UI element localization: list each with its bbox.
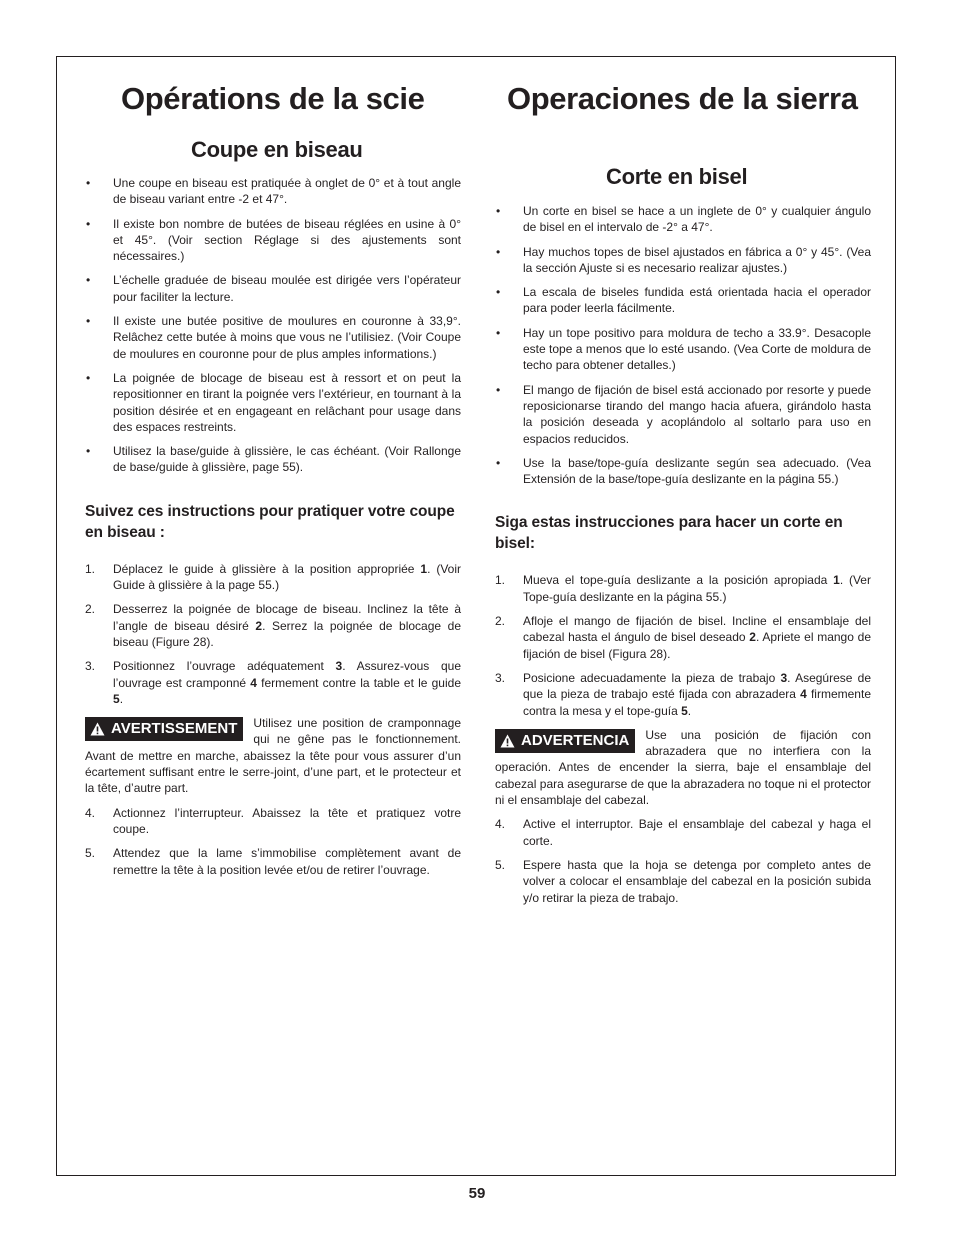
list-item: • Un corte en bisel se hace a un inglete de 0° y cualquier ángulo de bisel en el intervalo de -2° a 47°. xyxy=(496,204,871,235)
section-title-es: Corte en bisel xyxy=(606,164,748,189)
bullet-list-fr xyxy=(85,175,461,476)
steps-list-es-2 xyxy=(495,816,871,905)
step-item: 5. Espere hasta que la hoja se detenga por completo antes de volver a colocar el ensamblaje del cabezal en la posición subida y/o retirar la pieza de trabajo. xyxy=(495,857,871,905)
steps-list-fr xyxy=(85,561,461,707)
warning-block-es xyxy=(495,727,871,808)
list-item: • El mango de fijación de bisel está accionado por resorte y puede reposicionarse tirando del mango hacia afuera, girándolo hasta la posición deseada y acoplándolo al soltarlo para uso en espacios reducidos. xyxy=(496,382,871,446)
warning-triangle-icon xyxy=(500,734,515,748)
page-title-fr: Opérations de la scie xyxy=(121,81,425,116)
instructions-heading-es: Siga estas instrucciones para hacer un corte en bisel: xyxy=(495,514,843,553)
steps-list-es xyxy=(495,572,871,718)
warning-text-fr: Utilisez une position de cramponnage qui ne gêne pas le fonctionnement. Avant de mettre en marche, abaissez la tête pour vous assurer d’un écartement suffisant entre le serre-joint, d’une part, et le protecteur et la tête, d’autre part. xyxy=(85,716,461,796)
step-item: 4. Active el interruptor. Baje el ensamblaje del cabezal y haga el corte. xyxy=(495,817,871,848)
list-item: • Il existe une butée positive de moulures en couronne à 33,9°. Relâchez cette butée à moins que vous ne l’utilisiez. (Voir Coupe de moulures en couronne pour de plus amples informations.) xyxy=(86,314,461,361)
step-item: 5. Attendez que la lame s’immobilise complètement avant de remettre la tête à la position levée et/ou de retirer l’ouvrage. xyxy=(85,846,461,877)
list-item: • Utilisez la base/guide à glissière, le cas échéant. (Voir Rallonge de base/guide à glissière, page 55). xyxy=(86,444,461,475)
body-fr xyxy=(85,175,461,886)
list-item: • La escala de biseles fundida está orientada hacia el operador para poder leerla fácilmente. xyxy=(496,285,871,316)
instructions-heading-fr: Suivez ces instructions pour pratiquer votre coupe en biseau : xyxy=(85,502,455,541)
list-item: • Hay un tope positivo para moldura de techo a 33.9°. Desacople este tope a menos que lo esté usando. (Vea Corte de moldura de techo para obtener detalles.) xyxy=(496,325,871,373)
page-number: 59 xyxy=(468,1185,486,1202)
warning-text-es: Use una posición de fijación con abrazadera que no interfiera con la operación. Antes de encender la sierra, baje el ensamblaje del cabezal para asegurarse de que la abrazadera no toque ni el protector ni el ensamblaje del cabezal. xyxy=(495,727,871,808)
step-item: 3. Posicione adecuadamente la pieza de trabajo 3. Asegúrese de que la pieza de trabajo esté fijada con abrazadera 4 firmemente contra la mesa y el tope-guía 5. xyxy=(495,670,871,718)
step-item: 4. Actionnez l’interrupteur. Abaissez la tête et pratiquez votre coupe. xyxy=(85,805,461,836)
list-item: • L’échelle graduée de biseau moulée est dirigée vers l’opérateur pour faciliter la lecture. xyxy=(86,273,461,304)
page-title-es: Operaciones de la sierra xyxy=(507,81,858,116)
warning-block-fr xyxy=(85,715,461,796)
list-item: • Une coupe en biseau est pratiquée à onglet de 0° et à tout angle de biseau variant entre -2 et 47°. xyxy=(86,176,461,207)
step-item: 2. Afloje el mango de fijación de bisel. Incline el ensamblaje del cabezal hasta el ángulo de bisel deseado 2. Apriete el mango de fijación de bisel (Figura 28). xyxy=(495,614,871,661)
page-frame xyxy=(56,56,896,1176)
list-item: • Hay muchos topes de bisel ajustados en fábrica a 0° y 45°. (Vea la sección Ajuste si es necesario realizar ajustes.) xyxy=(496,244,871,275)
list-item: • Il existe bon nombre de butées de biseau réglées en usine à 0° et 45°. (Voir section Réglage si des ajustements sont nécessaires.) xyxy=(86,216,461,264)
warning-triangle-icon xyxy=(90,722,105,736)
body-es xyxy=(495,203,871,914)
list-item: • La poignée de blocage de biseau est à ressort et on peut la repositionner en tirant la poignée vers l’extérieur, en tournant à la position désirée et en engageant en relâchant pour usage dans des espaces restreints. xyxy=(86,370,461,434)
step-item: 2. Desserrez la poignée de blocage de biseau. Inclinez la tête à l’angle de biseau désiré 2. Serrez la poignée de blocage de biseau (Figure 28). xyxy=(85,602,461,649)
step-item: 1. Déplacez le guide à glissière à la position appropriée 1. (Voir Guide à glissière à la page 55.) xyxy=(85,561,461,593)
bullet-list-es xyxy=(495,203,871,487)
warning-badge-es: ADVERTENCIA xyxy=(495,729,635,753)
warning-badge-fr: AVERTISSEMENT xyxy=(85,717,243,741)
step-item: 3. Positionnez l’ouvrage adéquatement 3. Assurez-vous que l’ouvrage est cramponné 4 fermement contre la table et le guide 5. xyxy=(85,659,461,706)
section-title-fr: Coupe en biseau xyxy=(191,137,363,162)
steps-list-fr-2 xyxy=(85,805,461,878)
step-item: 1. Mueva el tope-guía deslizante a la posición apropiada 1. (Ver Tope-guía deslizante en la página 55.) xyxy=(495,573,871,604)
list-item: • Use la base/tope-guía deslizante según sea adecuado. (Vea Extensión de la base/tope-guía deslizante en la página 55.) xyxy=(496,455,871,487)
